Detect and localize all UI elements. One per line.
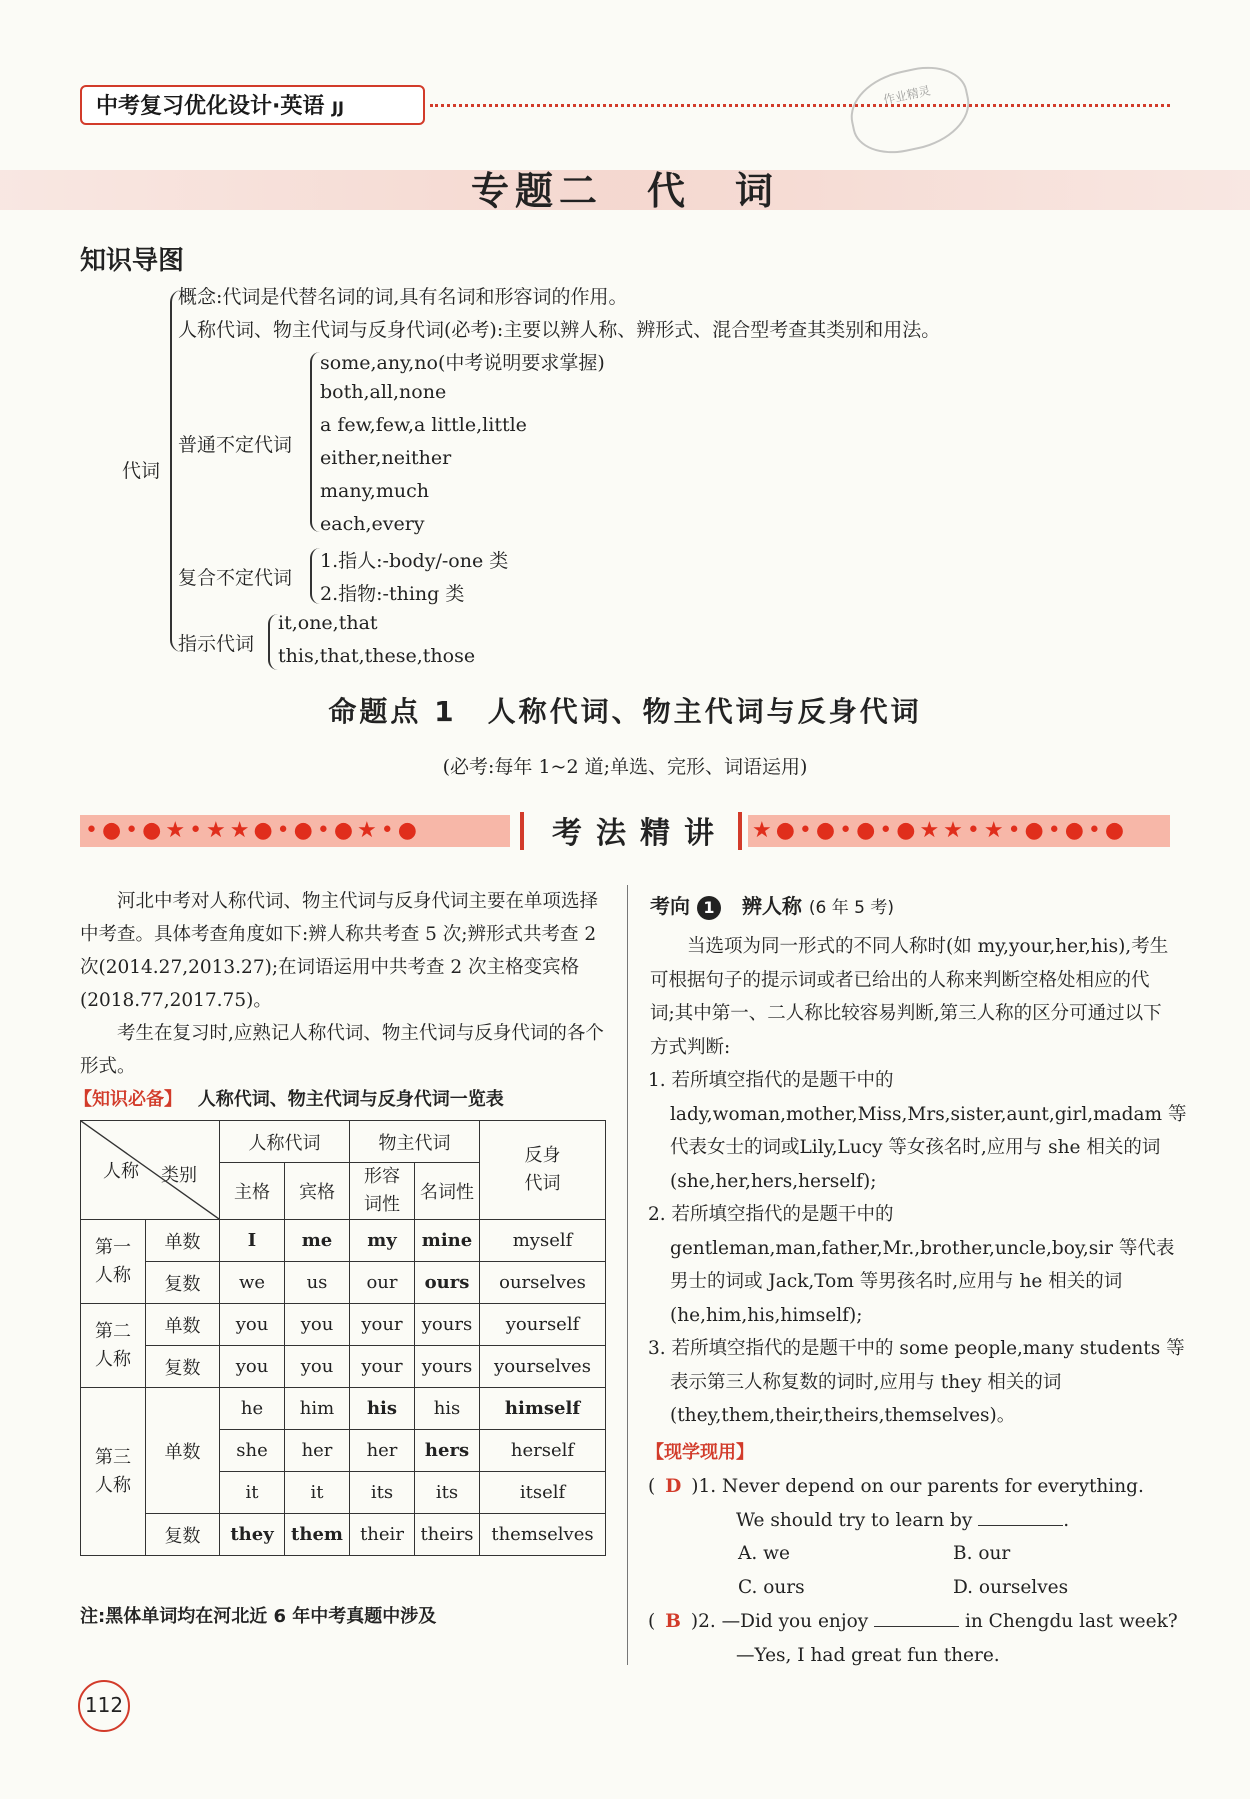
- number-sg: 单数: [146, 1304, 220, 1346]
- cell: you: [285, 1346, 350, 1388]
- cell: itself: [480, 1472, 606, 1514]
- number-sg: 单数: [146, 1220, 220, 1262]
- book-title: 中考复习优化设计·英语: [96, 94, 325, 119]
- cell: yours: [415, 1304, 480, 1346]
- book-title-tag: [80, 85, 425, 125]
- cell: it: [285, 1472, 350, 1514]
- cell: its: [350, 1472, 415, 1514]
- cell: he: [220, 1388, 285, 1430]
- page-number: 112: [78, 1680, 130, 1732]
- mindmap-common-item: a few,few,a little,little: [320, 414, 527, 436]
- q1-option[interactable]: C. ours: [738, 1576, 805, 1598]
- direction-number-badge: 1: [697, 896, 721, 920]
- cell: his: [415, 1388, 480, 1430]
- q2-answer: B: [665, 1611, 681, 1632]
- q2-stem: —Did you enjoy: [721, 1611, 869, 1632]
- mindmap-main-brace: [170, 290, 182, 652]
- cell: mine: [415, 1220, 480, 1262]
- mindmap-common-item: many,much: [320, 480, 429, 502]
- knowledge-heading: [74, 1085, 614, 1111]
- mindmap-common-item: either,neither: [320, 447, 452, 469]
- cell: themselves: [480, 1514, 606, 1556]
- mindmap-common-item: both,all,none: [320, 381, 447, 403]
- person-1-text: 第一人称: [95, 1236, 131, 1286]
- cell: her: [350, 1430, 415, 1472]
- cell: herself: [480, 1430, 606, 1472]
- header-noun: 名词性: [415, 1163, 480, 1220]
- cell: myself: [480, 1220, 606, 1262]
- mindmap-demo-brace: [268, 614, 278, 670]
- corner-person: 人称: [103, 1161, 139, 1182]
- cell: him: [285, 1388, 350, 1430]
- q1-num: )1.: [691, 1476, 717, 1497]
- mindmap-personal: 人称代词、物主代词与反身代词(必考):主要以辨人称、辨形式、混合型考查其类别和用法。: [178, 319, 941, 341]
- mindmap-demo-item: it,one,that: [278, 612, 378, 634]
- cell: our: [350, 1262, 415, 1304]
- rule-1: 1. 若所填空指代的是题干中的 lady,woman,mother,Miss,Mrs,sister,aunt,girl,madam 等代表女士的词或Lily,Lucy 等女孩名时,应用与 she 相关的词(she,her,hers,herself);: [648, 1070, 1187, 1192]
- q2-stem-end: in Chengdu last week?: [964, 1611, 1178, 1632]
- q1-stem-end: .: [1063, 1509, 1070, 1531]
- cell: my: [350, 1220, 415, 1262]
- table-corner: [81, 1121, 220, 1220]
- mindmap-compound-item: 2.指物:-thing 类: [320, 583, 465, 605]
- number-sg: 单数: [146, 1388, 220, 1514]
- cell: you: [220, 1304, 285, 1346]
- header-possessive: 物主代词: [350, 1121, 480, 1163]
- cell: me: [285, 1220, 350, 1262]
- q1-option[interactable]: A. we: [738, 1543, 790, 1564]
- header-reflexive: [480, 1121, 606, 1220]
- person-3-text: 第三人称: [95, 1446, 131, 1496]
- mindmap-compound-item: 1.指人:-body/-one 类: [320, 550, 509, 572]
- header-dotted-line: [430, 104, 1170, 107]
- question-1: ( D )1. Never depend on our parents for everything. We should try to learn by . A. we B. our C. ours D. ourselves: [648, 1470, 1170, 1604]
- rule-2: 2. 若所填空指代的是题干中的 gentleman,man,father,Mr.,brother,uncle,boy,sir 等代表男士的词或 Jack,Tom 等男孩名时,应用与 he 相关的词(he,him,his,himself);: [648, 1204, 1175, 1326]
- intro-paragraph-2: 考生在复习时,应熟记人称代词、物主代词与反身代词的各个形式。: [80, 1023, 604, 1077]
- corner-category: 类别: [161, 1165, 197, 1186]
- cell: she: [220, 1430, 285, 1472]
- cell: her: [285, 1430, 350, 1472]
- mindmap-heading: 知识导图: [80, 246, 185, 276]
- knowledge-title: 人称代词、物主代词与反身代词一览表: [197, 1089, 504, 1110]
- cell: yourself: [480, 1304, 606, 1346]
- intro-paragraph-1: 河北中考对人称代词、物主代词与反身代词主要在单项选择中考查。具体考查角度如下:辨人称共考查 5 次;辨形式共考查 2 次(2014.27,2013.27);在词语运用中共考查 2 次主格变宾格(2018.77,2017.75)。: [80, 891, 599, 1011]
- section-band-right-dots: ★●•●•●•●★★•★•●•●•●: [752, 818, 1129, 843]
- cell: ours: [415, 1262, 480, 1304]
- cell: his: [350, 1388, 415, 1430]
- mindmap-common-item: some,any,no(中考说明要求掌握): [320, 352, 605, 374]
- q1-option[interactable]: B. our: [953, 1543, 1011, 1564]
- cell: their: [350, 1514, 415, 1556]
- cell: theirs: [415, 1514, 480, 1556]
- header-adj-text: 形容词性: [364, 1166, 400, 1215]
- mindmap-concept: 概念:代词是代替名词的词,具有名词和形容词的作用。: [178, 286, 628, 308]
- mindmap-compound-label: 复合不定代词: [178, 567, 293, 589]
- mindmap-compound-brace: [310, 548, 320, 604]
- person-2: [81, 1304, 146, 1388]
- cell: yours: [415, 1346, 480, 1388]
- section-bar-left: [520, 812, 524, 850]
- direction-note: (6 年 5 考): [808, 898, 895, 918]
- number-pl: 复数: [146, 1346, 220, 1388]
- pronoun-table: [80, 1120, 606, 1556]
- corner-diagonal: [81, 1121, 219, 1219]
- point-title: 命题点 1 人称代词、物主代词与反身代词: [328, 695, 922, 728]
- person-3: [81, 1388, 146, 1556]
- cell: us: [285, 1262, 350, 1304]
- direction-title: 辨人称: [741, 894, 802, 918]
- header-personal: 人称代词: [220, 1121, 350, 1163]
- table-note: 注:黑体单词均在河北近 6 年中考真题中涉及: [80, 1606, 437, 1627]
- section-title: 考法精讲: [552, 816, 728, 851]
- q1-answer: D: [665, 1476, 682, 1497]
- mindmap-common-label: 普通不定代词: [178, 434, 293, 456]
- mindmap-common-brace: [310, 352, 320, 532]
- mindmap-demo-item: this,that,these,those: [278, 645, 476, 667]
- direction-heading: [650, 890, 894, 920]
- rule-3: 3. 若所填空指代的是题干中的 some people,many students 等表示第三人称复数的词时,应用与 they 相关的词(they,them,their,theirs,themselves)。: [648, 1338, 1185, 1426]
- number-pl: 复数: [146, 1262, 220, 1304]
- cell: we: [220, 1262, 285, 1304]
- q1-blank[interactable]: [978, 1525, 1063, 1526]
- cell: himself: [480, 1388, 606, 1430]
- question-2: ( B )2. —Did you enjoy in Chengdu last week? —Yes, I had great fun there.: [648, 1605, 1170, 1672]
- direction-label: 考向: [650, 894, 690, 918]
- person-2-text: 第二人称: [95, 1320, 131, 1370]
- header-object: 宾格: [285, 1163, 350, 1220]
- header-subject: 主格: [220, 1163, 285, 1220]
- mindmap-common-item: each,every: [320, 513, 425, 535]
- q2-reply: —Yes, I had great fun there.: [736, 1644, 1000, 1666]
- cell: its: [415, 1472, 480, 1514]
- q1-option[interactable]: D. ourselves: [953, 1576, 1069, 1598]
- cell: you: [220, 1346, 285, 1388]
- cell: I: [220, 1220, 285, 1262]
- person-1: [81, 1220, 146, 1304]
- point-subtitle: (必考:每年 1~2 道;单选、完形、词语运用): [442, 756, 808, 778]
- page-title: 专题二 代 词: [470, 169, 779, 213]
- mindmap-demo-label: 指示代词: [178, 633, 255, 655]
- q2-blank[interactable]: [874, 1626, 959, 1627]
- cell: you: [285, 1304, 350, 1346]
- cell: they: [220, 1514, 285, 1556]
- cell: them: [285, 1514, 350, 1556]
- column-divider: [627, 885, 628, 1665]
- cell: hers: [415, 1430, 480, 1472]
- mindmap-root: 代词: [122, 460, 161, 482]
- cell: your: [350, 1304, 415, 1346]
- cell: ourselves: [480, 1262, 606, 1304]
- direction-intro: 当选项为同一形式的不同人称时(如 my,your,her,his),考生可根据句子的提示词或者已给出的人称来判断空格处相应的代词;其中第一、二人称比较容易判断,第三人称的区分可通过以下方式判断:: [650, 936, 1169, 1058]
- number-pl: 复数: [146, 1514, 220, 1556]
- edition: JJ: [332, 98, 344, 117]
- cell: yourselves: [480, 1346, 606, 1388]
- q2-num: )2.: [690, 1611, 716, 1632]
- section-bar-right: [738, 812, 742, 850]
- knowledge-tag: 【知识必备】: [74, 1089, 182, 1110]
- q1-stem: Never depend on our parents for everything. We should try to learn by: [722, 1476, 1144, 1531]
- cell: your: [350, 1346, 415, 1388]
- section-band-left-dots: •●•●★•★★●•●•●★•●: [85, 818, 421, 843]
- practice-tag: 【现学现用】: [646, 1442, 754, 1463]
- header-adj: [350, 1163, 415, 1220]
- watermark-stamp: 作业精灵: [843, 58, 977, 161]
- cell: it: [220, 1472, 285, 1514]
- header-reflexive-text: 反身代词: [524, 1145, 561, 1194]
